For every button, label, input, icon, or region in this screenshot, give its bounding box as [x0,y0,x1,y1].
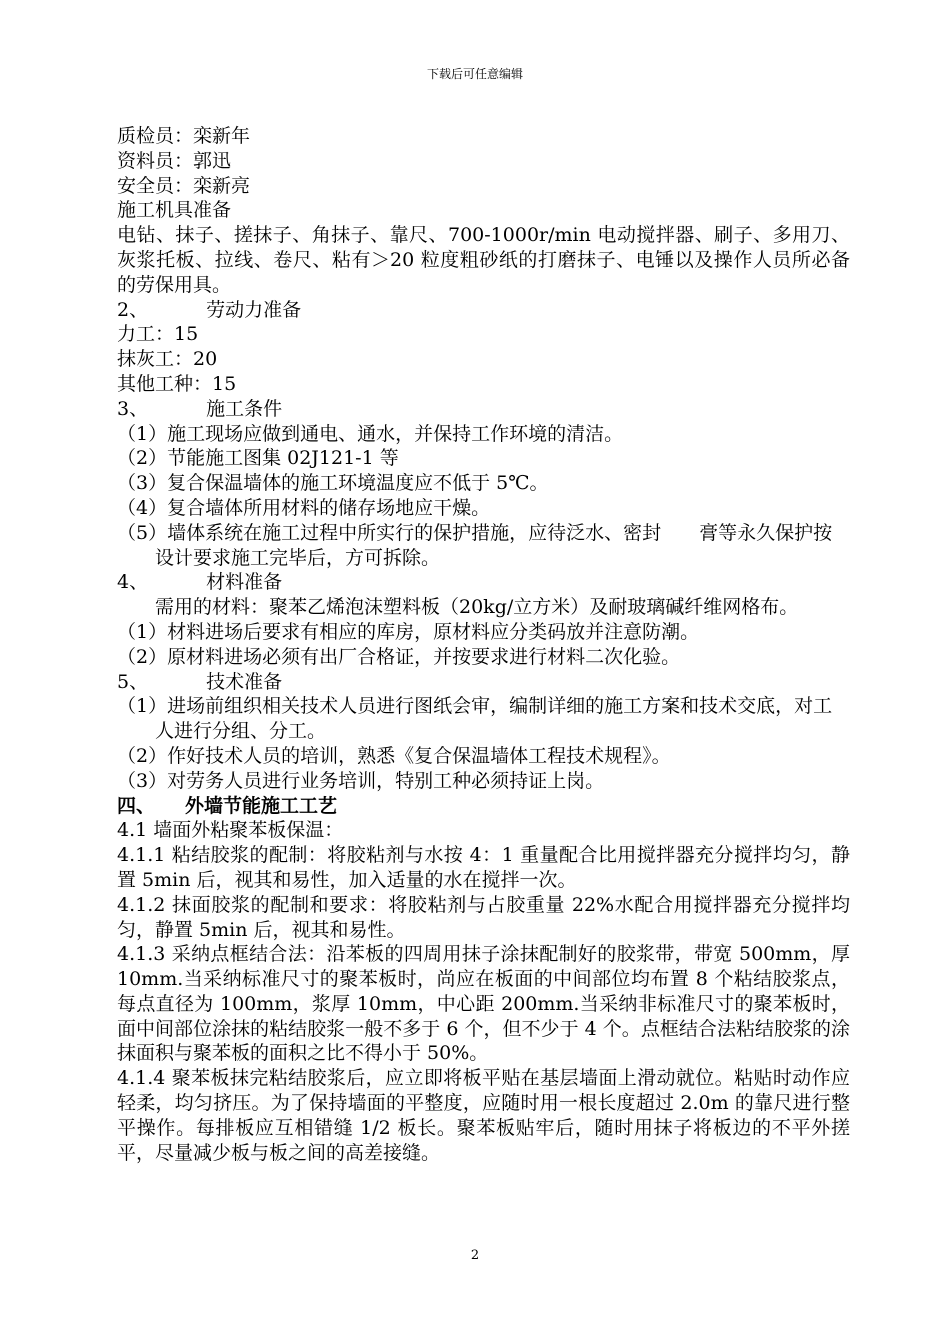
labor-line: 力工：15 [117,323,199,346]
section-number: 3、 [117,397,149,420]
list-item: （5）墙体系统在施工过程中所实行的保护措施，应待泛水、密封 膏等永久保护按设计要求施工完毕后，方可拆除。 [117,521,833,569]
section-technical-heading [117,670,850,695]
section-title: 材料准备 [206,571,283,594]
list-item: （1）材料进场后要求有相应的库房，原材料应分类码放并注意防潮。 [117,620,700,643]
section-title: 劳动力准备 [206,298,302,321]
plasterer-line: 抹灰工：20 [117,348,218,371]
other-trades-line: 其他工种：15 [117,372,237,395]
inspector-line: 质检员：栾新年 [117,125,251,147]
section-number: 2、 [117,298,149,321]
safety-officer-line: 安全员：栾新亮 [117,174,251,197]
list-item: （1）施工现场应做到通电、通水，并保持工作环境的清洁。 [117,422,624,445]
chapter-heading [117,794,850,819]
page-number: 2 [470,1248,480,1263]
paragraph: 4.1.2 抹面胶浆的配制和要求：将胶粘剂与占胶重量 22%水配合用搅拌器充分搅拌均匀，静置 5min 后，视其和易性。 [117,893,850,941]
paragraph: 4.1.4 聚苯板抹完粘结胶浆后，应立即将板平贴在基层墙面上滑动就位。粘贴时动作应轻柔，均匀挤压。为了保持墙面的平整度，应随时用一根长度超过 2.0m 的靠尺进行整平操作。每排板应互相错缝 1/2 板长。聚苯板贴牢后，随时用抹子将板边的不平外搓平，尽量减少板与板之间的高差接缝。 [117,1067,850,1164]
documentation-line: 资料员：郭迅 [117,149,232,172]
paragraph: 4.1.1 粘结胶浆的配制：将胶粘剂与水按 4：1 重量配合比用搅拌器充分搅拌均匀，静置 5min 后，视其和易性，加入适量的水在搅拌一次。 [117,844,850,891]
equipment-list: 电钻、抹子、搓抹子、角抹子、靠尺、700-1000r/min 电动搅拌器、刷子、多用刀、灰浆托板、拉线、卷尺、粘有＞20 粒度粗砂纸的打磨抹子、电锤以及操作人员所必备的劳保用具。 [117,224,850,296]
equipment-heading: 施工机具准备 [117,199,232,222]
page-header: 下载后可任意编辑 [426,67,523,81]
list-item: （2）作好技术人员的培训，熟悉《复合保温墙体工程技术规程》。 [117,744,671,767]
subsection-heading: 4.1 墙面外粘聚苯板保温： [117,819,344,842]
list-item: （3）复合保温墙体的施工环境温度应不低于 5℃。 [117,472,549,495]
section-number: 4、 [117,571,149,594]
document-body [117,124,850,1165]
list-item: （1）进场前组织相关技术人员进行图纸会审，编制详细的施工方案和技术交底，对工人进行分组、分工。 [117,695,833,743]
chapter-number: 四、 [117,794,156,817]
list-item: （3）对劳务人员进行业务培训，特别工种必须持证上岗。 [117,769,605,792]
section-materials-heading [117,570,850,595]
section-title: 施工条件 [206,397,283,420]
paragraph: 4.1.3 采纳点框结合法：沿苯板的四周用抹子涂抹配制好的胶浆带，带宽 500mm，厚 10mm.当采纳标准尺寸的聚苯板时，尚应在板面的中间部位均布置 8 个粘结胶浆点，每点直径为 100mm，浆厚 10mm，中心距 200mm.当采纳非标准尺寸的聚苯板时，面中间部位涂抹的粘结胶浆一般不多于 6 个，但不少于 4 个。点框结合法粘结胶浆的涂抹面积与聚苯板的面积之比不得小于 50%。 [117,943,850,1065]
list-item: （2）原材料进场必须有出厂合格证，并按要求进行材料二次化验。 [117,645,681,668]
section-number: 5、 [117,670,149,693]
section-labor-heading [117,298,850,323]
section-title: 技术准备 [206,670,283,693]
list-item: （4）复合墙体所用材料的储存场地应干燥。 [117,496,491,519]
materials-paragraph: 需用的材料：聚苯乙烯泡沫塑料板（20kg/立方米）及耐玻璃碱纤维网格布。 [155,596,799,619]
list-item: （2）节能施工图集 02J121-1 等 [117,447,399,470]
section-conditions-heading [117,397,850,422]
chapter-title: 外墙节能施工工艺 [185,794,338,817]
